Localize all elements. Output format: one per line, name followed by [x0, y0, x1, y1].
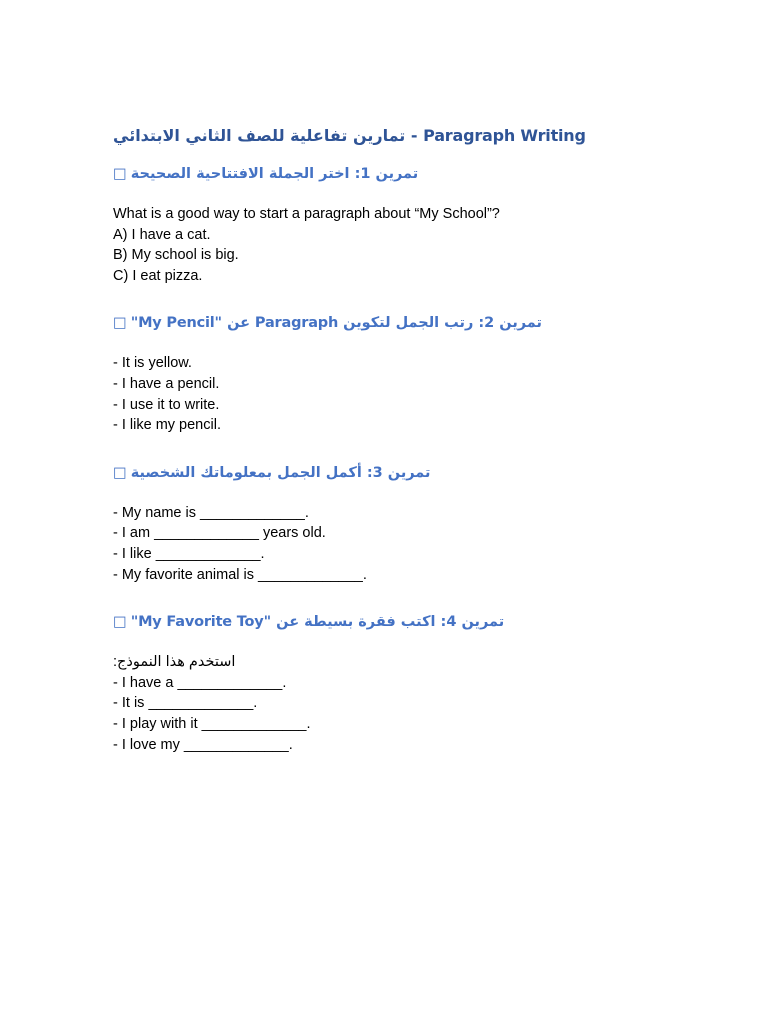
exercise-1-option-a: A) I have a cat. — [113, 226, 211, 243]
exercise-3-heading-text: تمرين 3: أكمل الجمل بمعلوماتك الشخصية — [130, 464, 431, 481]
exercise-3-heading — [113, 461, 713, 485]
exercise-2-sentence: - I like my pencil. — [113, 417, 221, 434]
exercise-2 — [113, 311, 713, 435]
title-english: Paragraph Writing — [423, 126, 586, 145]
exercise-1 — [113, 162, 713, 286]
placeholder-icon: □ — [113, 464, 127, 481]
placeholder-icon: □ — [113, 166, 127, 182]
exercise-1-heading-text: تمرين 1: اختر الجملة الافتتاحية الصحيحة — [130, 166, 419, 182]
exercise-3-sentence: - My name is _____________. — [113, 504, 309, 521]
exercise-2-heading-text: تمرين 2: رتب الجمل لتكوين Paragraph عن "My Pencil" — [130, 315, 542, 332]
placeholder-icon: □ — [113, 315, 127, 332]
exercise-2-heading — [113, 311, 713, 335]
exercise-4-heading-text: تمرين 4: اكتب فقرة بسيطة عن "My Favorite Toy" — [130, 614, 505, 631]
title-arabic: تمارين تفاعلية للصف الثاني الابتدائي — [113, 126, 406, 145]
exercise-4-heading — [113, 610, 713, 634]
exercise-1-question: What is a good way to start a paragraph about “My School”? — [113, 206, 500, 222]
title-separator: - — [405, 126, 424, 145]
exercise-4-sentence: - I love my _____________. — [113, 736, 293, 753]
placeholder-icon: □ — [113, 614, 127, 631]
exercise-2-sentence: - I have a pencil. — [113, 375, 220, 392]
document-page — [113, 122, 713, 755]
exercise-1-heading — [113, 162, 713, 186]
exercise-2-sentence: - It is yellow. — [113, 355, 192, 372]
exercise-2-sentence: - I use it to write. — [113, 396, 220, 413]
document-title — [113, 122, 713, 150]
exercise-4-sentence: - I have a _____________. — [113, 674, 287, 691]
exercise-4-instruction: استخدم هذا النموذج: — [113, 654, 236, 671]
exercise-3-sentence: - My favorite animal is _____________. — [113, 566, 367, 583]
exercise-4-sentence: - It is _____________. — [113, 695, 258, 712]
exercise-4-sentence: - I play with it _____________. — [113, 715, 311, 732]
exercise-1-option-c: C) I eat pizza. — [113, 267, 203, 284]
exercise-3-sentence: - I am _____________ years old. — [113, 525, 326, 542]
exercise-4 — [113, 610, 713, 755]
exercise-1-option-b: B) My school is big. — [113, 247, 239, 264]
exercise-3-sentence: - I like _____________. — [113, 545, 265, 562]
exercise-3 — [113, 461, 713, 585]
